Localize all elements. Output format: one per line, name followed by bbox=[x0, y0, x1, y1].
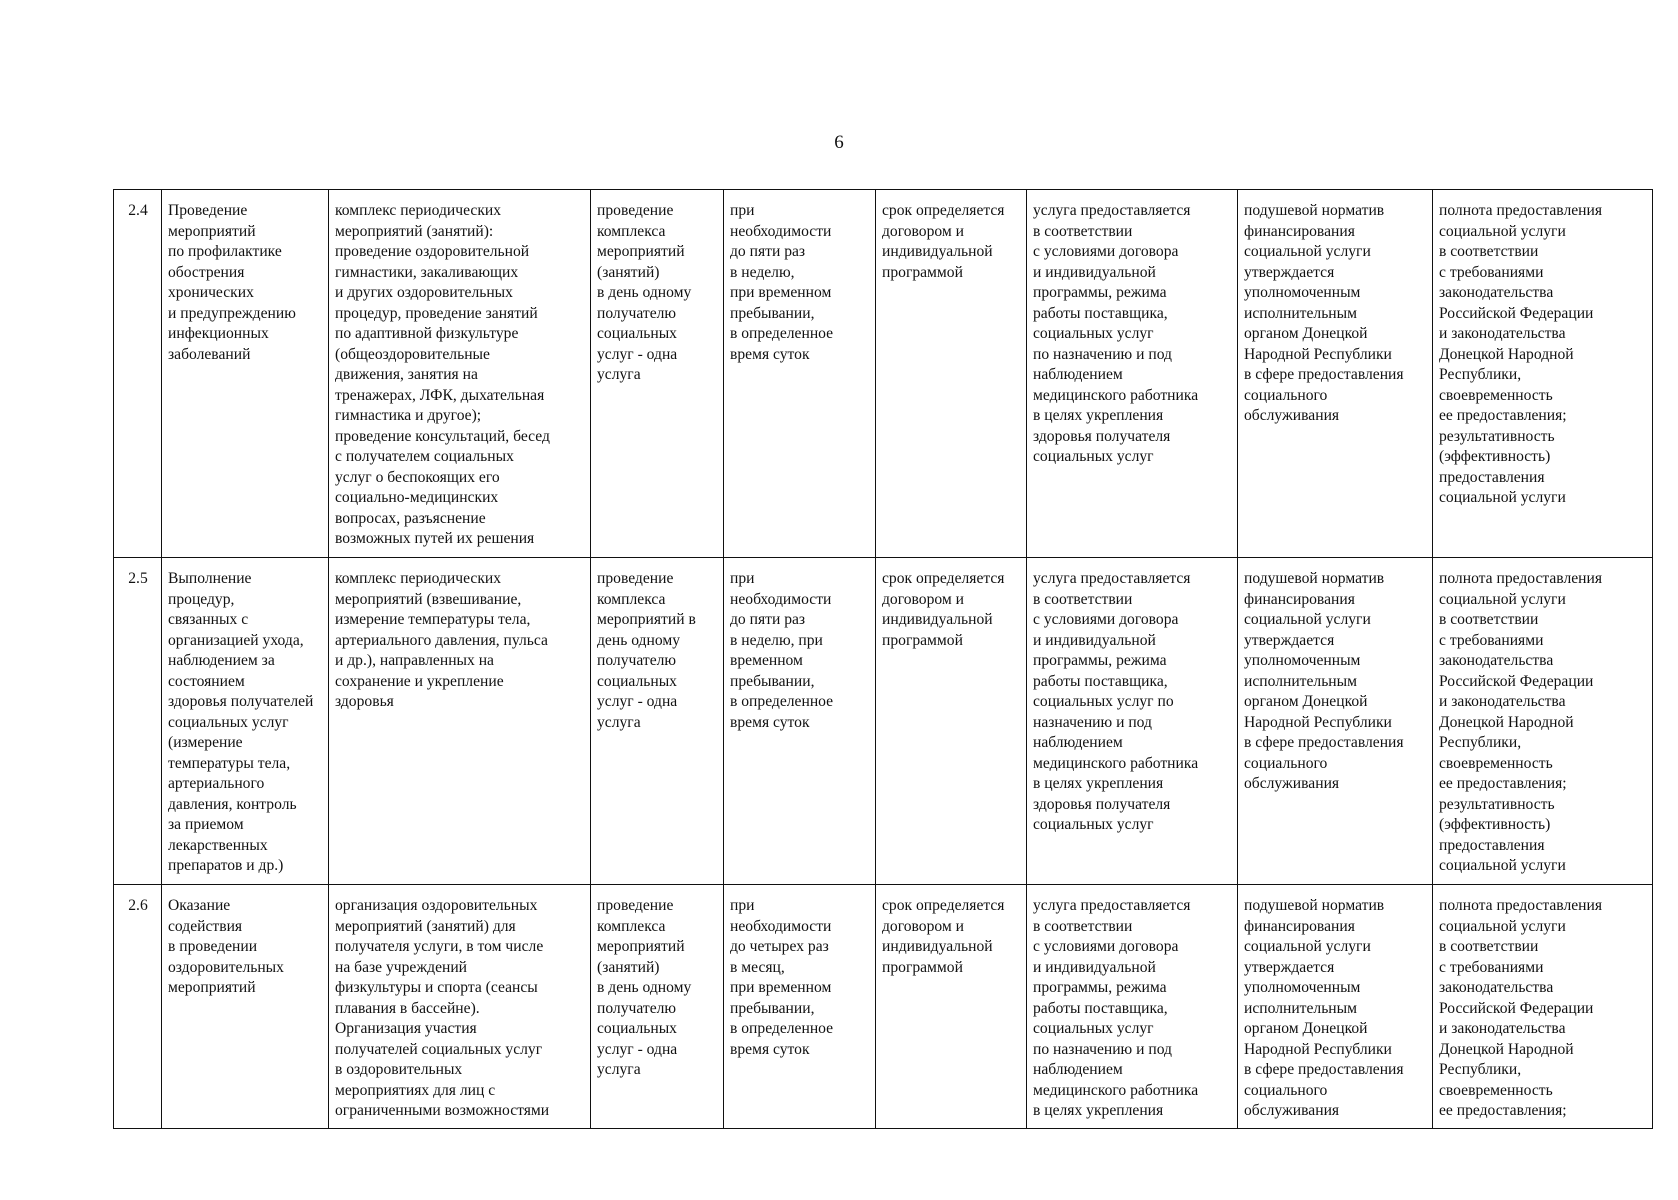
service-content: организация оздоровительных мероприятий (занятий) для получателя услуги, в том числе на базе учреждений физкультуры и спорта (сеансы плавания в бассейне). Организация участия получателей социальных услуг в оздоровительных мероприятиях для лиц с ограниченными возможностями bbox=[329, 885, 591, 1129]
service-norm: подушевой норматив финансирования социальной услуги утверждается уполномоченным исполнительным органом Донецкой Народной Республики в сфере предоставления социального обслуживания bbox=[1238, 190, 1433, 558]
service-name: Оказание содействия в проведении оздоровительных мероприятий bbox=[162, 885, 329, 1129]
service-frequency: при необходимости до пяти раз в неделю, при временном пребывании, в определенное время суток bbox=[724, 558, 876, 885]
service-unit: проведение комплекса мероприятий (занятий) в день одному получателю социальных услуг - одна услуга bbox=[591, 190, 724, 558]
service-frequency: при необходимости до пяти раз в неделю, при временном пребывании, в определенное время суток bbox=[724, 190, 876, 558]
services-table bbox=[113, 189, 1653, 1129]
service-term: срок определяется договором и индивидуальной программой bbox=[876, 885, 1027, 1129]
service-conditions: услуга предоставляется в соответствии с условиями договора и индивидуальной программы, режима работы поставщика, социальных услуг по назначению и под наблюдением медицинского работника в целях укрепления bbox=[1027, 885, 1238, 1129]
service-unit: проведение комплекса мероприятий в день одному получателю социальных услуг - одна услуга bbox=[591, 558, 724, 885]
service-norm: подушевой норматив финансирования социальной услуги утверждается уполномоченным исполнительным органом Донецкой Народной Республики в сфере предоставления социального обслуживания bbox=[1238, 558, 1433, 885]
service-conditions: услуга предоставляется в соответствии с условиями договора и индивидуальной программы, режима работы поставщика, социальных услуг по назначению и под наблюдением медицинского работника в целях укрепления здоровья получателя социальных услуг bbox=[1027, 190, 1238, 558]
service-term: срок определяется договором и индивидуальной программой bbox=[876, 190, 1027, 558]
table-row bbox=[114, 190, 1653, 558]
service-number: 2.5 bbox=[114, 558, 162, 885]
service-number: 2.6 bbox=[114, 885, 162, 1129]
service-term: срок определяется договором и индивидуальной программой bbox=[876, 558, 1027, 885]
table-row bbox=[114, 885, 1653, 1129]
service-name: Выполнение процедур, связанных с организацией ухода, наблюдением за состоянием здоровья получателей социальных услуг (измерение температуры тела, артериального давления, контроль за приемом лекарственных препаратов и др.) bbox=[162, 558, 329, 885]
service-unit: проведение комплекса мероприятий (занятий) в день одному получателю социальных услуг - одна услуга bbox=[591, 885, 724, 1129]
service-name: Проведение мероприятий по профилактике обострения хронических и предупреждению инфекционных заболеваний bbox=[162, 190, 329, 558]
service-quality: полнота предоставления социальной услуги в соответствии с требованиями законодательства Российской Федерации и законодательства Донецкой Народной Республики, своевременность ее предоставления; bbox=[1433, 885, 1653, 1129]
service-frequency: при необходимости до четырех раз в месяц, при временном пребывании, в определенное время суток bbox=[724, 885, 876, 1129]
service-norm: подушевой норматив финансирования социальной услуги утверждается уполномоченным исполнительным органом Донецкой Народной Республики в сфере предоставления социального обслуживания bbox=[1238, 885, 1433, 1129]
service-quality: полнота предоставления социальной услуги в соответствии с требованиями законодательства Российской Федерации и законодательства Донецкой Народной Республики, своевременность ее предоставления; результативность (эффективность) предоставления социальной услуги bbox=[1433, 190, 1653, 558]
service-content: комплекс периодических мероприятий (взвешивание, измерение температуры тела, артериального давления, пульса и др.), направленных на сохранение и укрепление здоровья bbox=[329, 558, 591, 885]
page-number: 6 bbox=[834, 132, 844, 153]
service-content: комплекс периодических мероприятий (занятий): проведение оздоровительной гимнастики, закаливающих и других оздоровительных процедур, проведение занятий по адаптивной физкультуре (общеоздоровительные движения, занятия на тренажерах, ЛФК, дыхательная гимнастика и другое); проведение консультаций, бесед с получателем социальных услуг о беспокоящих его социально-медицинских вопросах, разъяснение возможных путей их решения bbox=[329, 190, 591, 558]
service-conditions: услуга предоставляется в соответствии с условиями договора и индивидуальной программы, режима работы поставщика, социальных услуг по назначению и под наблюдением медицинского работника в целях укрепления здоровья получателя социальных услуг bbox=[1027, 558, 1238, 885]
service-number: 2.4 bbox=[114, 190, 162, 558]
service-quality: полнота предоставления социальной услуги в соответствии с требованиями законодательства Российской Федерации и законодательства Донецкой Народной Республики, своевременность ее предоставления; результативность (эффективность) предоставления социальной услуги bbox=[1433, 558, 1653, 885]
table-row bbox=[114, 558, 1653, 885]
